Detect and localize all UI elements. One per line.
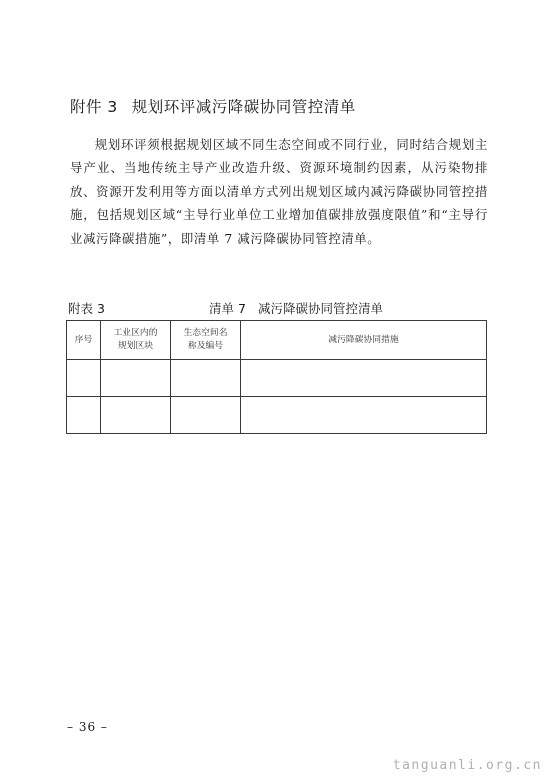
header-measures: 减污降碳协同措施 — [241, 321, 487, 360]
table-cell — [67, 360, 101, 397]
table-caption — [209, 299, 383, 317]
attachment-heading — [70, 95, 356, 117]
table-cell — [171, 360, 241, 397]
page-number: – 36 – — [67, 720, 108, 734]
table-cell — [67, 397, 101, 434]
control-list-table — [66, 320, 487, 434]
table-cell — [241, 360, 487, 397]
header-planning-block: 工业区内的 规划区块 — [101, 321, 171, 360]
body-paragraph: 规划环评须根据规划区域不同生态空间或不同行业，同时结合规划主导产业、当地传统主导产业改造升级、资源环境制约因素，从污染物排放、资源开发利用等方面以清单方式列出规划区域内减污降碳协同管控措施，包括规划区域“主导行业单位工业增加值碳排放强度限值”和“主导行业减污降碳措施”，即清单 7 减污降碳协同管控清单。 — [70, 137, 488, 246]
table-header-row — [67, 321, 487, 360]
table-label: 附表 3 — [68, 301, 105, 316]
table-caption-title: 减污降碳协同管控清单 — [257, 301, 383, 316]
table-row — [67, 360, 487, 397]
table-row — [67, 397, 487, 434]
header-ecological-space: 生态空间名 称及编号 — [171, 321, 241, 360]
attachment-label: 附件 3 — [70, 98, 118, 116]
table-cell — [171, 397, 241, 434]
table-cell — [101, 360, 171, 397]
watermark: tanguanli.org.cn — [392, 758, 542, 773]
header-serial-number: 序号 — [67, 321, 101, 360]
table-cell — [101, 397, 171, 434]
table-cell — [241, 397, 487, 434]
attachment-title: 规划环评减污降碳协同管控清单 — [131, 98, 356, 116]
table-caption-number: 清单 7 — [209, 301, 246, 316]
